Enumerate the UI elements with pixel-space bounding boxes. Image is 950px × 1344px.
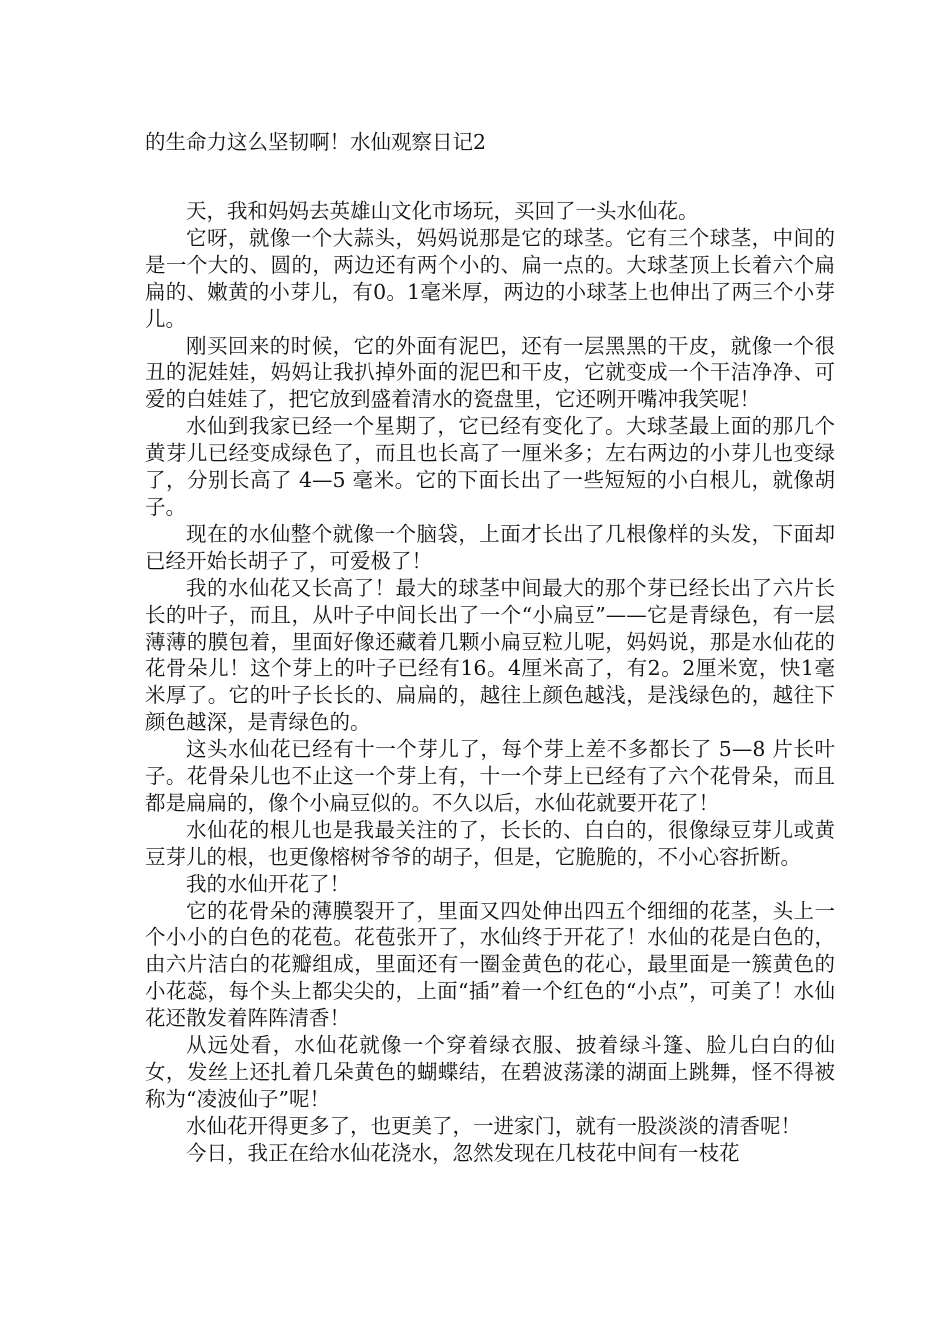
paragraph: 它呀，就像一个大蒜头，妈妈说那是它的球茎。它有三个球茎，中间的是一个大的、圆的，两边还有两个小的、扁一点的。大球茎顶上长着六个扁扁的、嫩黄的小芽儿，有0。1毫米厚，两边的小球茎上也伸出了两三个小芽儿。 [145,225,835,331]
paragraph: 这头水仙花已经有十一个芽儿了，每个芽上差不多都长了 5—8 片长叶子。花骨朵儿也不止这一个芽上有，十一个芽上已经有了六个花骨朵，而且都是扁扁的，像个小扁豆似的。不久以后，水仙花就要开花了！ [145,737,835,815]
document-body [145,198,835,1167]
document-heading: 的生命力这么坚韧啊！水仙观察日记2 [145,130,487,154]
paragraph: 水仙花的根儿也是我最关注的了，长长的、白白的，很像绿豆芽儿或黄豆芽儿的根，也更像榕树爷爷的胡子，但是，它脆脆的，不小心容折断。 [145,817,835,869]
paragraph: 今日，我正在给水仙花浇水，忽然发现在几枝花中间有一枝花 [186,1140,740,1165]
paragraph: 我的水仙花又长高了！最大的球茎中间最大的那个芽已经长出了六片长长的叶子，而且，从叶子中间长出了一个“小扁豆”——它是青绿色，有一层薄薄的膜包着，里面好像还藏着几颗小扁豆粒儿呢，妈妈说，那是水仙花的花骨朵儿！这个芽上的叶子已经有16。4厘米高了，有2。2厘米宽，快1毫米厚了。它的叶子长长的、扁扁的，越往上颜色越浅，是浅绿色的，越往下颜色越深，是青绿色的。 [145,575,835,735]
paragraph: 水仙到我家已经一个星期了，它已经有变化了。大球茎最上面的那几个黄芽儿已经变成绿色了，而且也长高了一厘米多；左右两边的小芽儿也变绿了，分别长高了 4—5 毫米。它的下面长出了一些短短的小白根儿，就像胡子。 [145,414,835,519]
paragraph: 天，我和妈妈去英雄山文化市场玩，买回了一头水仙花。 [186,199,699,223]
paragraph: 它的花骨朵的薄膜裂开了，里面又四处伸出四五个细细的花茎，头上一个小小的白色的花苞。花苞张开了，水仙终于开花了！水仙的花是白色的，由六片洁白的花瓣组成，里面还有一圈金黄色的花心，最里面是一簇黄色的小花蕊，每个头上都尖尖的，上面“插”着一个红色的“小点”，可美了！水仙花还散发着阵阵清香！ [145,898,835,1031]
paragraph: 我的水仙开花了！ [186,871,350,896]
paragraph: 现在的水仙整个就像一个脑袋，上面才长出了几根像样的头发，下面却已经开始长胡子了，可爱极了！ [145,521,835,573]
paragraph: 从远处看，水仙花就像一个穿着绿衣服、披着绿斗篷、脸儿白白的仙女，发丝上还扎着几朵黄色的蝴蝶结，在碧波荡漾的湖面上跳舞，怪不得被称为“凌波仙子”呢！ [145,1033,835,1111]
paragraph: 水仙花开得更多了，也更美了，一进家门，就有一股淡淡的清香呢！ [186,1113,801,1138]
paragraph: 刚买回来的时候，它的外面有泥巴，还有一层黑黑的干皮，就像一个很丑的泥娃娃，妈妈让我扒掉外面的泥巴和干皮，它就变成一个干洁净净、可爱的白娃娃了，把它放到盛着清水的瓷盘里，它还咧开嘴冲我笑呢！ [145,333,835,412]
